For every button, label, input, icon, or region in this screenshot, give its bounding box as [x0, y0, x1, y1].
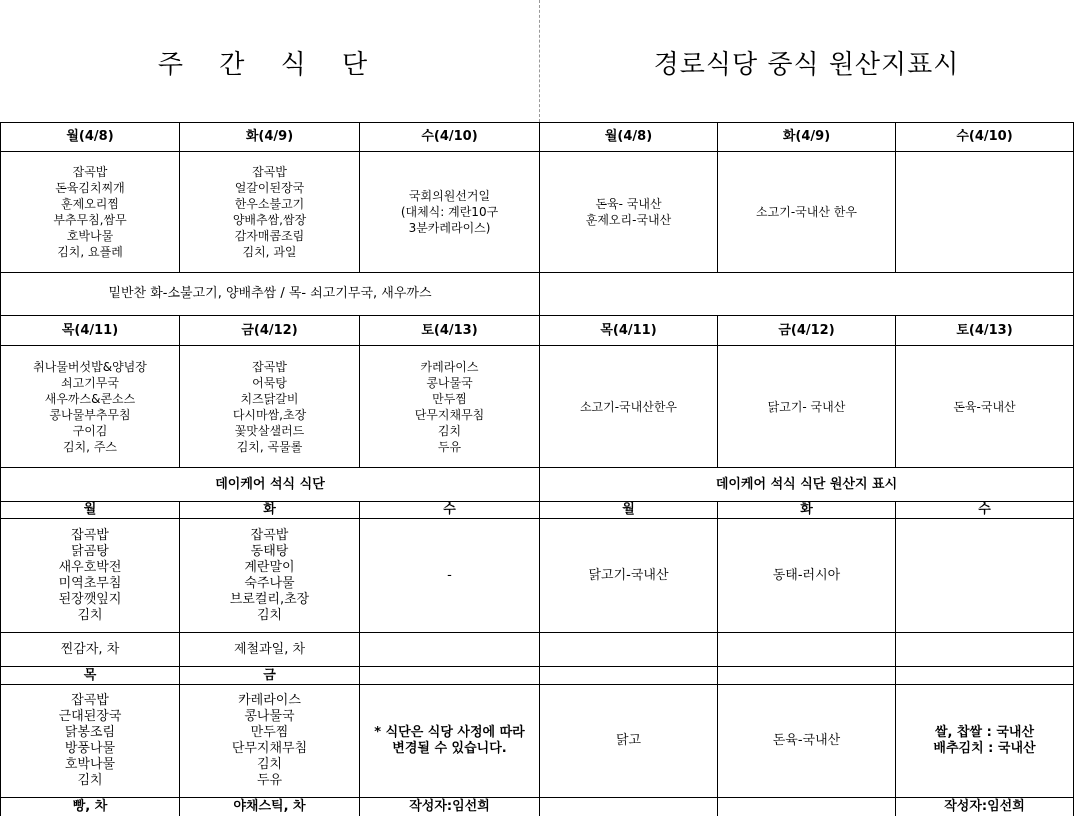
- menu-item: 김치: [437, 423, 462, 438]
- menu-item: 다시마쌈,초장: [232, 407, 307, 422]
- menu-item: 새우호박전: [58, 559, 122, 575]
- menu-item: 훈제오리찜: [61, 197, 119, 211]
- menu-item: 미역초무침: [58, 575, 122, 591]
- origin-item: 닭고기- 국내산: [767, 399, 846, 414]
- menu-cell: [180, 519, 359, 632]
- daycare-day-thu: 목: [83, 667, 97, 683]
- author-right: 작성자:임선희: [944, 799, 1025, 814]
- menu-item: 잡곡밥: [71, 693, 109, 708]
- menu-item: -: [447, 567, 452, 583]
- menu-item: 김치, 곡물롤: [236, 439, 303, 454]
- menu-item: 치즈닭갈비: [240, 391, 299, 406]
- day-header-thu: 목(4/11): [61, 322, 119, 338]
- menu-item: 콩나물국: [426, 375, 473, 390]
- menu-item: 돈육김치찌개: [55, 181, 125, 195]
- origin-day-header-thu: 목(4/11): [600, 322, 657, 338]
- menu-item: (대체식: 계란10구: [400, 205, 499, 219]
- menu-item: 양배추쌈,쌈장: [232, 213, 307, 227]
- day-header-wed-w1: 수(4/10): [421, 129, 478, 144]
- origin-item: 닭고: [615, 733, 642, 748]
- origin-cell: [540, 346, 717, 467]
- menu-item: 꽃맛살샐러드: [234, 423, 305, 438]
- menu-item: 잡곡밥: [71, 527, 109, 543]
- menu-item: 한우소불고기: [234, 197, 305, 211]
- origin-cell: [718, 685, 895, 797]
- menu-item: 계란말이: [244, 559, 295, 575]
- menu-item: 호박나물: [64, 757, 116, 772]
- daycare-origin-day-mon: 월: [622, 502, 635, 517]
- menu-item: 쇠고기무국: [61, 375, 119, 390]
- origin-title: 경로식당 중식 원산지표시: [653, 49, 960, 80]
- menu-cell: [360, 346, 539, 467]
- menu-item: 새우까스&콘소스: [44, 391, 136, 406]
- daycare-day-wed: 수: [443, 502, 456, 517]
- snack-cell: 빵, 차: [72, 799, 108, 814]
- menu-item: 콩나물국: [244, 709, 295, 724]
- menu-cell: [180, 685, 359, 797]
- origin-day-header-mon-w1: 월(4/8): [604, 129, 653, 144]
- origin-item: 돈육-국내산: [772, 733, 841, 748]
- daycare-origin-day-wed: 수: [978, 502, 991, 517]
- notice-line: * 식단은 식당 사정에 따라: [374, 725, 525, 740]
- daycare-origin-day-tue: 화: [800, 502, 813, 517]
- menu-item: 만두찜: [250, 725, 289, 740]
- menu-item: 잡곡밥: [252, 359, 287, 374]
- menu-item: 잡곡밥: [250, 527, 289, 543]
- menu-item: 김치: [256, 757, 283, 772]
- origin-item: 소고기-국내산한우: [579, 399, 678, 414]
- daycare-title: 데이케어 석식 식단: [215, 476, 325, 492]
- notice-cell: [360, 685, 539, 797]
- origin-item: 훈제오리-국내산: [585, 213, 672, 227]
- origin-item: 소고기-국내산 한우: [756, 205, 857, 219]
- author-left: 작성자:임선희: [409, 799, 490, 814]
- menu-cell: [1, 685, 179, 797]
- menu-cell: [180, 152, 359, 272]
- menu-item: 두유: [256, 773, 283, 788]
- origin-item: 돈육-국내산: [953, 399, 1016, 414]
- snack-cell: [360, 633, 539, 666]
- menu-item: 닭봉조림: [64, 725, 116, 740]
- menu-item: 두유: [437, 439, 462, 454]
- menu-item: 김치: [77, 773, 103, 788]
- menu-item: 김치, 주스: [63, 439, 117, 454]
- menu-cell: [180, 346, 359, 467]
- origin-cell: [540, 685, 717, 797]
- menu-cell: [1, 519, 179, 632]
- menu-item: 김치: [77, 607, 103, 623]
- origin-day-header-sat: 토(4/13): [956, 322, 1013, 338]
- origin-day-header-wed-w1: 수(4/10): [956, 129, 1013, 144]
- side-dish-note: 밑반찬 화-소불고기, 양배추쌈 / 목- 쇠고기무국, 새우까스: [108, 286, 432, 301]
- origin-item: 닭고기-국내산: [588, 567, 669, 583]
- menu-item: 숙주나물: [244, 575, 295, 591]
- menu-item: 김치, 과일: [242, 245, 297, 259]
- menu-item: 카레라이스: [420, 359, 479, 374]
- menu-cell: [360, 152, 539, 272]
- snack-cell: 야채스틱, 차: [233, 799, 306, 814]
- origin-day-header-fri: 금(4/12): [778, 322, 835, 338]
- origin-day-header-tue-w1: 화(4/9): [782, 129, 831, 144]
- origin-item: 쌀, 찹쌀 : 국내산: [934, 725, 1035, 740]
- origin-cell: [718, 519, 895, 632]
- menu-item: 얼갈이된장국: [234, 181, 305, 195]
- menu-item: 김치, 요플레: [57, 245, 123, 259]
- menu-item: 국회의원선거일: [408, 189, 491, 203]
- menu-item: 취나물버섯밥&양념장: [33, 359, 147, 374]
- menu-item: 된장깻잎지: [58, 591, 122, 607]
- menu-item: 닭곰탕: [71, 543, 109, 559]
- menu-item: 동태탕: [250, 543, 289, 559]
- daycare-day-fri: 금: [263, 667, 276, 683]
- snack-cell: 제철과일, 차: [233, 641, 306, 657]
- menu-item: 어묵탕: [252, 375, 287, 390]
- menu-cell: [360, 519, 539, 632]
- daycare-day-blank: [360, 667, 539, 684]
- day-header-sat: 토(4/13): [421, 322, 478, 338]
- menu-item: 구이김: [72, 423, 108, 438]
- origin-item: 돈육- 국내산: [595, 197, 662, 211]
- origin-cell: [896, 685, 1073, 797]
- day-header-tue-w1: 화(4/9): [245, 129, 294, 144]
- menu-item: 브로컬리,초장: [229, 591, 310, 607]
- menu-item: 만두찜: [432, 391, 467, 406]
- origin-cell: [718, 346, 895, 467]
- menu-item: 잡곡밥: [252, 165, 287, 179]
- menu-cell: [1, 346, 179, 467]
- menu-item: 잡곡밥: [72, 165, 108, 179]
- origin-item: 동태-러시아: [772, 567, 841, 583]
- menu-item: 단무지채무침: [414, 407, 485, 422]
- menu-item: 3분카레라이스): [408, 221, 491, 235]
- menu-item: 카레라이스: [238, 693, 301, 708]
- origin-cell: [896, 346, 1073, 467]
- notice-line: 변경될 수 있습니다.: [392, 741, 507, 756]
- menu-item: 근대된장국: [58, 709, 122, 724]
- menu-item: 호박나물: [66, 229, 114, 243]
- menu-item: 김치: [256, 607, 283, 623]
- origin-cell: [540, 519, 717, 632]
- menu-item: 콩나물부추무침: [49, 407, 131, 422]
- daycare-origin-title: 데이케어 석식 식단 원산지 표시: [715, 476, 898, 492]
- menu-item: 부추무침,쌈무: [53, 213, 127, 227]
- origin-cell: [718, 152, 895, 272]
- origin-cell: [540, 152, 717, 272]
- daycare-day-mon: 월: [83, 502, 97, 517]
- snack-cell: 찐감자, 차: [60, 641, 120, 657]
- menu-item: 단무지채무침: [231, 741, 308, 756]
- daycare-day-tue: 화: [263, 502, 276, 517]
- menu-cell: [1, 152, 179, 272]
- menu-item: 감자매콤조림: [234, 229, 305, 243]
- origin-item: 배추김치 : 국내산: [933, 741, 1036, 756]
- day-header-mon-w1: 월(4/8): [66, 129, 114, 144]
- weekly-menu-title: 주 간 식 단: [157, 49, 382, 80]
- day-header-fri: 금(4/12): [241, 322, 298, 338]
- menu-item: 방풍나물: [64, 741, 116, 756]
